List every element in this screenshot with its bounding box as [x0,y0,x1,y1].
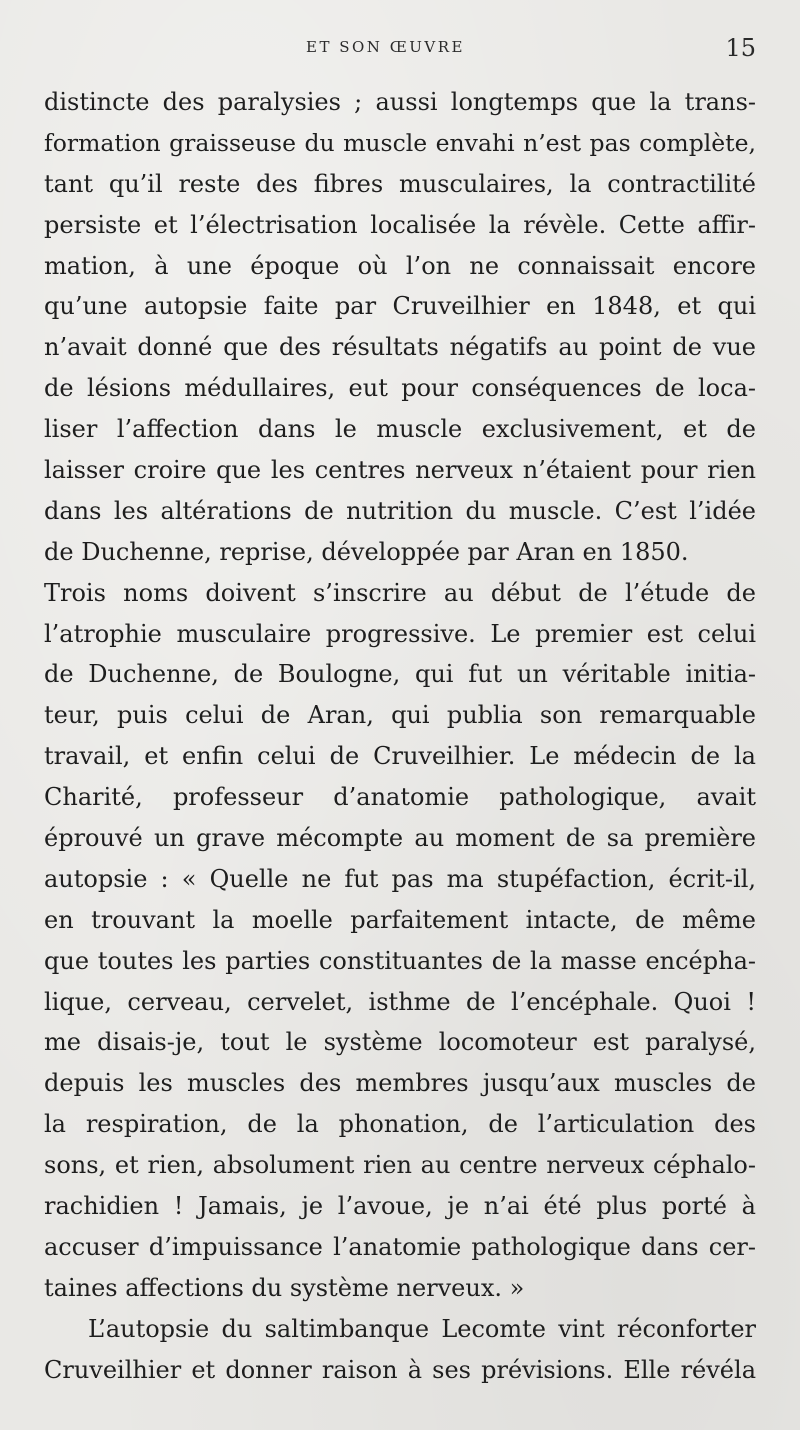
text-line: tant qu’il reste des fibres musculaires, la contractilité [44,169,756,198]
text-line: Charité, professeur d’anatomie pathologique, avait [44,783,756,812]
text-line: Cruveilhier et donner raison à ses prévisions. Elle révéla [44,1355,756,1384]
text-line: la respiration, de la phonation, de l’articulation des [44,1110,756,1139]
text-line: de lésions médullaires, eut pour conséquences de loca- [44,374,756,403]
text-line: distincte des paralysies ; aussi longtemps que la trans- [44,88,756,116]
text-line: en trouvant la moelle parfaitement intacte, de même [44,905,756,934]
text-line: qu’une autopsie faite par Cruveilhier en 1848, et qui [44,292,756,321]
text-line: de Duchenne, reprise, développée par Aran en 1850. [44,537,689,566]
text-line: que toutes les parties constituantes de la masse encépha- [44,946,756,975]
text-line: n’avait donné que des résultats négatifs au point de vue [44,333,756,362]
text-line: taines affections du système nerveux. » [44,1273,525,1302]
text-line: dans les altérations de nutrition du muscle. C’est l’idée [44,496,756,525]
text-line: de Duchenne, de Boulogne, qui fut un véritable initia- [44,660,756,689]
text-line: liser l’affection dans le muscle exclusivement, et de [44,415,756,444]
text-line: teur, puis celui de Aran, qui publia son remarquable [44,701,756,730]
text-line: formation graisseuse du muscle envahi n’est pas complète, [44,128,756,157]
running-head [0,34,800,64]
text-line: sons, et rien, absolument rien au centre nerveux céphalo- [44,1151,756,1180]
body-text [44,82,756,1391]
text-line: l’atrophie musculaire progressive. Le premier est celui [44,619,756,648]
text-line: depuis les muscles des membres jusqu’aux muscles de [44,1069,756,1098]
text-line: travail, et enfin celui de Cruveilhier. Le médecin de la [44,742,756,771]
text-line: lique, cerveau, cervelet, isthme de l’encéphale. Quoi ! [44,987,756,1016]
text-line: autopsie : « Quelle ne fut pas ma stupéfaction, écrit-il, [44,864,756,893]
text-line: persiste et l’électrisation localisée la révèle. Cette affir- [44,210,756,239]
text-line: laisser croire que les centres nerveux n’étaient pour rien [44,456,756,485]
text-line: me disais-je, tout le système locomoteur est paralysé, [44,1028,756,1057]
page-number: 15 [725,34,756,62]
text-line: Trois noms doivent s’inscrire au début de l’étude de [44,578,756,607]
text-line: accuser d’impuissance l’anatomie pathologique dans cer- [44,1232,756,1261]
text-line: mation, à une époque où l’on ne connaissait encore [44,251,756,280]
running-title: ET SON ŒUVRE [306,38,465,56]
text-line: éprouvé un grave mécompte au moment de sa première [44,824,756,853]
text-line: L’autopsie du saltimbanque Lecomte vint réconforter [88,1314,756,1343]
text-line: rachidien ! Jamais, je l’avoue, je n’ai été plus porté à [44,1192,756,1221]
